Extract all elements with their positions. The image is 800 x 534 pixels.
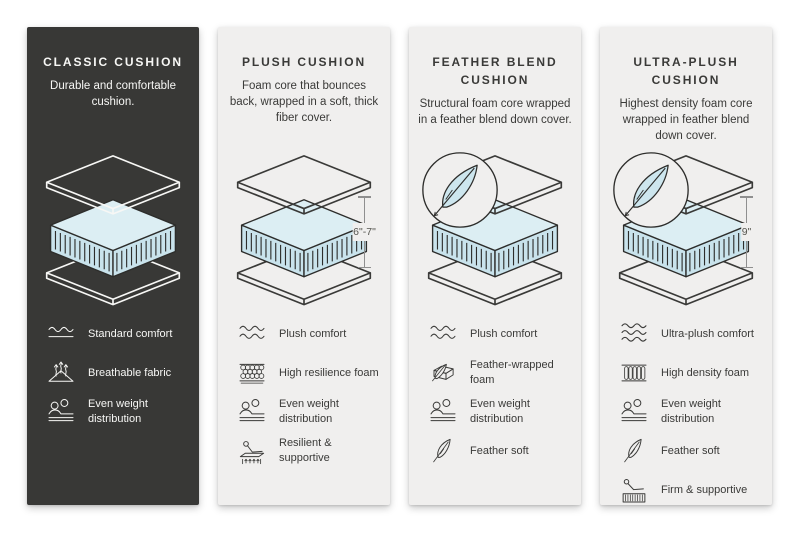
feature-row [46, 358, 193, 388]
feature-label: Feather-wrapped foam [470, 359, 554, 386]
feature-label: Breathable fabric [88, 366, 172, 379]
feature-row [428, 358, 575, 388]
card-header [600, 27, 772, 150]
feather-magnifier-icon [420, 150, 500, 230]
feature-row [619, 475, 766, 505]
feather-icon [428, 436, 458, 466]
cushion-illustration [218, 152, 390, 312]
dimension-label: 6"-7" [352, 223, 377, 241]
card-description: Foam core that bounces back, wrapped in a soft, thick fiber cover. [229, 80, 379, 124]
feature-row [237, 436, 384, 466]
feature-row [46, 319, 193, 349]
feather-magnifier-icon [611, 150, 691, 230]
card-title-line: CUSHION [651, 73, 721, 87]
card-ultra-plush-cushion [600, 27, 772, 505]
even-weight-icon [619, 397, 649, 427]
wave-double-icon [237, 319, 267, 349]
card-title [218, 53, 390, 71]
card-header [409, 27, 581, 150]
feature-row [619, 319, 766, 349]
card-classic-cushion [27, 27, 199, 505]
feature-row [46, 397, 193, 427]
card-header [27, 27, 199, 150]
dimension-marker [353, 196, 376, 268]
feature-row [428, 397, 575, 427]
card-title-line: FEATHER BLEND [432, 55, 558, 69]
feature-list [409, 312, 581, 466]
card-description: Structural foam core wrapped in a feather blend down cover. [418, 98, 572, 126]
feature-label: Even weight distribution [661, 398, 721, 425]
feature-row [619, 436, 766, 466]
feature-label: Ultra-plush comfort [661, 327, 754, 340]
resilient-supportive-icon [237, 436, 267, 466]
feature-label: Feather soft [661, 444, 720, 457]
feature-label: Even weight distribution [470, 398, 530, 425]
feature-label: Feather soft [470, 444, 529, 457]
even-weight-icon [428, 397, 458, 427]
feature-row [428, 436, 575, 466]
resilience-foam-icon [237, 358, 267, 388]
card-description: Highest density foam core wrapped in feather blend down cover. [619, 98, 753, 142]
card-feather-blend-cushion [409, 27, 581, 505]
wave-single-icon [46, 319, 76, 349]
feature-label: High density foam [661, 366, 750, 379]
feature-list [600, 312, 772, 505]
exploded-cushion-icon [30, 152, 196, 308]
firm-supportive-icon [619, 475, 649, 505]
card-title-line: ULTRA-PLUSH [633, 55, 739, 69]
feature-row [619, 397, 766, 427]
card-row [27, 27, 772, 505]
feature-label: Standard comfort [88, 327, 173, 340]
feature-label: High resilience foam [279, 366, 379, 379]
breathable-fabric-icon [46, 358, 76, 388]
high-density-foam-icon [619, 358, 649, 388]
wave-double-icon [428, 319, 458, 349]
card-plush-cushion [218, 27, 390, 505]
even-weight-icon [46, 397, 76, 427]
even-weight-icon [237, 397, 267, 427]
cushion-illustration [409, 152, 581, 312]
card-title [409, 53, 581, 89]
feature-list [218, 312, 390, 466]
feature-list [27, 312, 199, 427]
feature-label: Firm & supportive [661, 483, 748, 496]
feather-wrapped-foam-icon [428, 358, 458, 388]
feature-label: Plush comfort [470, 327, 538, 340]
wave-triple-icon [619, 319, 649, 349]
feather-icon [619, 436, 649, 466]
cushion-illustration [27, 152, 199, 312]
feature-row [428, 319, 575, 349]
dimension-label: 9" [741, 223, 753, 241]
card-title-line: PLUSH CUSHION [241, 55, 367, 69]
card-title [600, 53, 772, 89]
feature-row [619, 358, 766, 388]
cushion-illustration [600, 152, 772, 312]
dimension-marker [741, 196, 752, 268]
feature-row [237, 319, 384, 349]
feature-label: Even weight distribution [88, 398, 148, 425]
card-header [218, 27, 390, 150]
card-title-line: CUSHION [460, 73, 530, 87]
feature-label: Resilient & supportive [279, 437, 332, 464]
feature-row [237, 397, 384, 427]
feature-row [237, 358, 384, 388]
card-description: Durable and comfortable cushion. [50, 80, 176, 108]
feature-label: Even weight distribution [279, 398, 339, 425]
card-title-line: CLASSIC CUSHION [43, 55, 183, 69]
card-title [27, 53, 199, 71]
feature-label: Plush comfort [279, 327, 347, 340]
